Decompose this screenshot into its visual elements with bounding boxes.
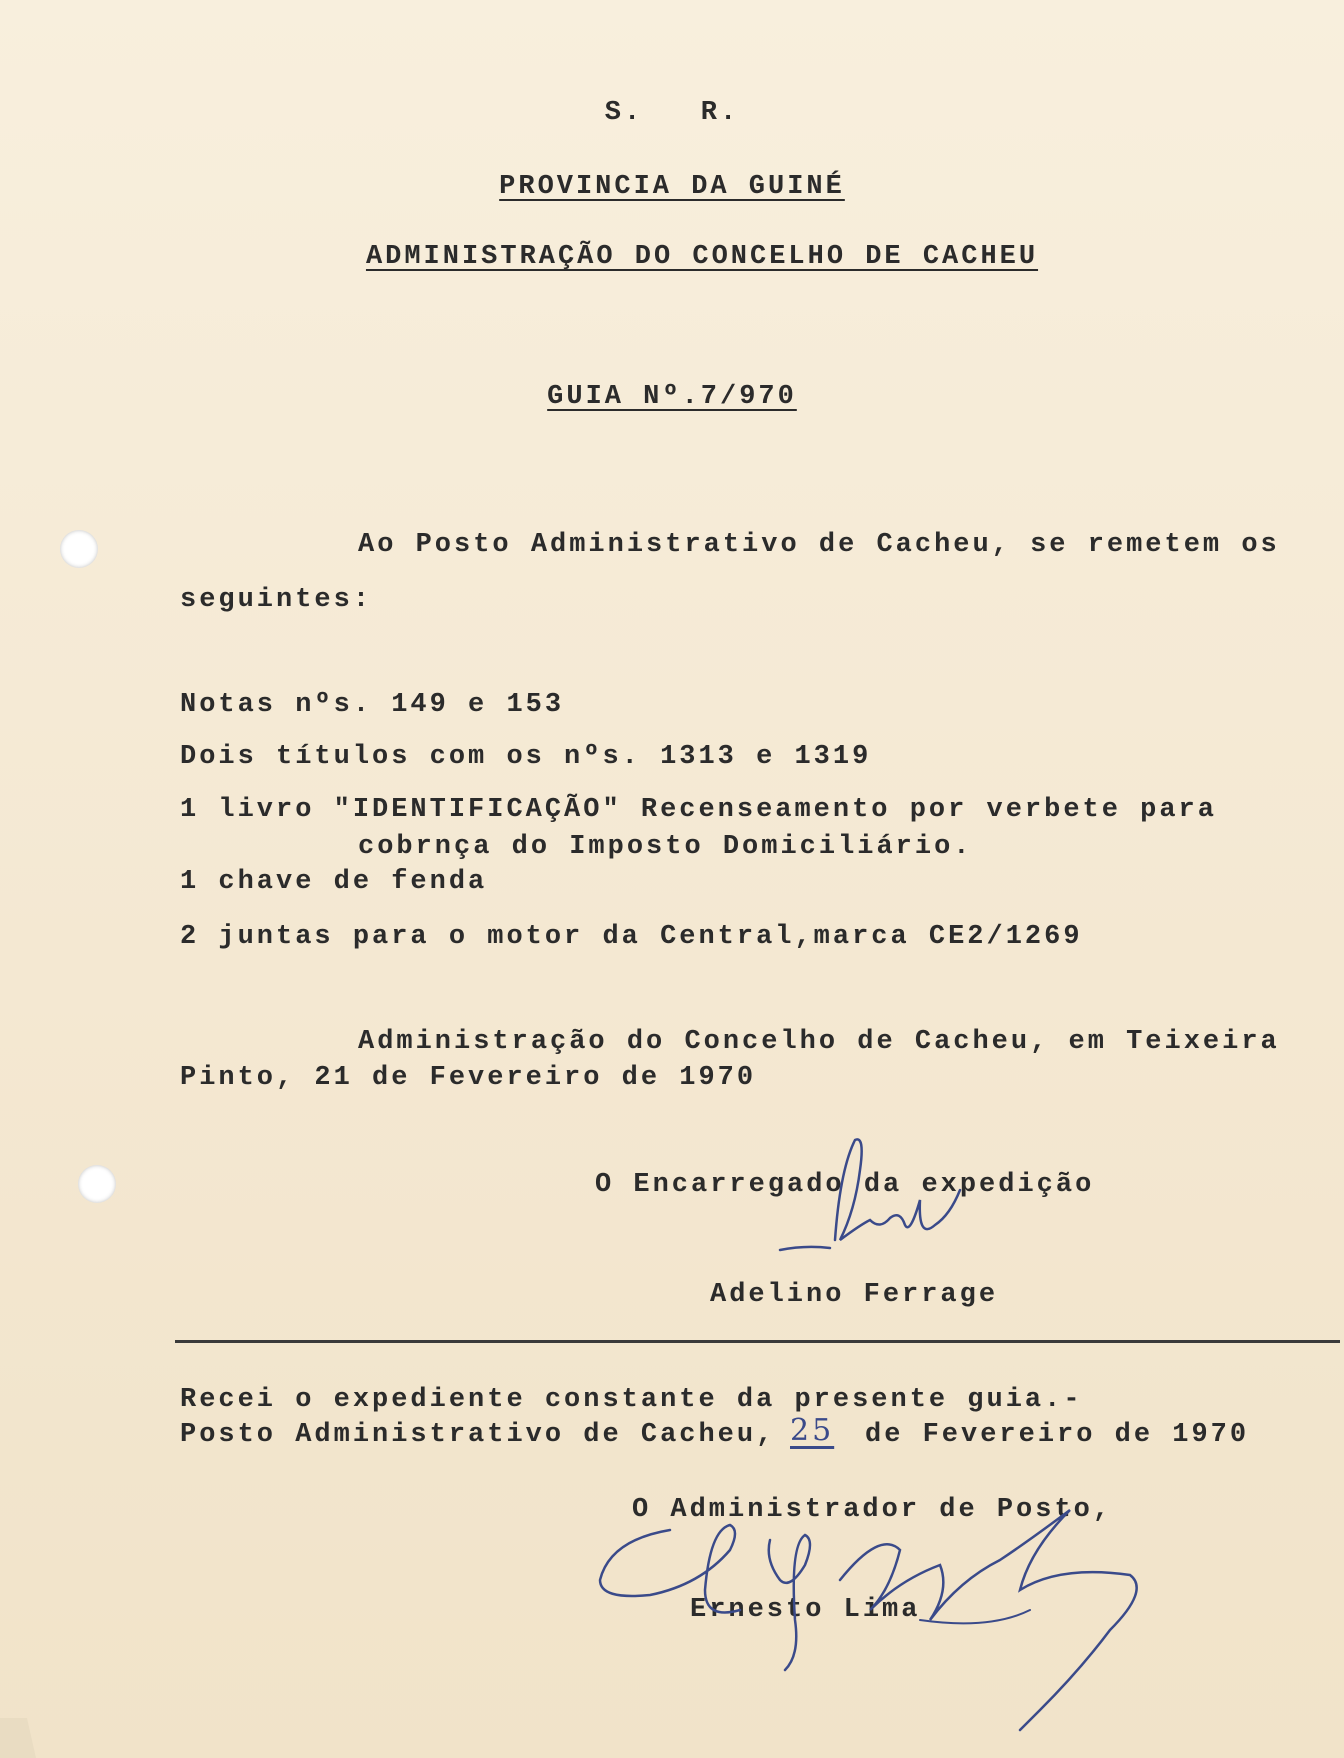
intro-line-2: seguintes: (180, 585, 373, 615)
receipt-line-2-start: Posto Administrativo de Cacheu, (180, 1420, 776, 1450)
list-item: Dois títulos com os nºs. 1313 e 1319 (180, 742, 872, 772)
punch-hole-top (60, 530, 98, 568)
receipt-line-2-end: de Fevereiro de 1970 (865, 1420, 1250, 1450)
list-item-continuation: cobrnça do Imposto Domiciliário. (358, 832, 973, 862)
receipt-day: 25 (790, 1413, 835, 1448)
header-initials: S. R. (604, 98, 740, 128)
header-administration: ADMINISTRAÇÃO DO CONCELHO DE CACHEU (365, 242, 1039, 272)
torn-corner (0, 1718, 60, 1758)
receiver-name: Ernesto Lima (690, 1595, 921, 1625)
header-province: PROVINCIA DA GUINÉ (499, 172, 845, 202)
sender-signature (760, 1130, 980, 1280)
guide-number: GUIA Nº.7/970 (547, 382, 797, 412)
list-item: 1 livro "IDENTIFICAÇÃO" Recenseamento por verbete para (180, 795, 1217, 825)
list-item: 1 chave de fenda (180, 867, 488, 897)
list-item: 2 juntas para o motor da Central,marca CE2/1269 (180, 922, 1083, 952)
dateline-line-1: Administração do Concelho de Cacheu, em Teixeira (358, 1027, 1280, 1057)
section-divider (175, 1340, 1340, 1343)
intro-line-1: Ao Posto Administrativo de Cacheu, se remetem os (358, 530, 1280, 560)
receipt-line-1: Recei o expediente constante da presente guia.- (180, 1385, 1083, 1415)
receiver-role: O Administrador de Posto, (632, 1495, 1113, 1525)
list-item: Notas nºs. 149 e 153 (180, 690, 565, 720)
sender-role: O Encarregado da expedição (595, 1170, 1095, 1200)
punch-hole-bottom (78, 1165, 116, 1203)
dateline-line-2: Pinto, 21 de Fevereiro de 1970 (180, 1063, 757, 1093)
sender-name: Adelino Ferrage (710, 1280, 999, 1310)
